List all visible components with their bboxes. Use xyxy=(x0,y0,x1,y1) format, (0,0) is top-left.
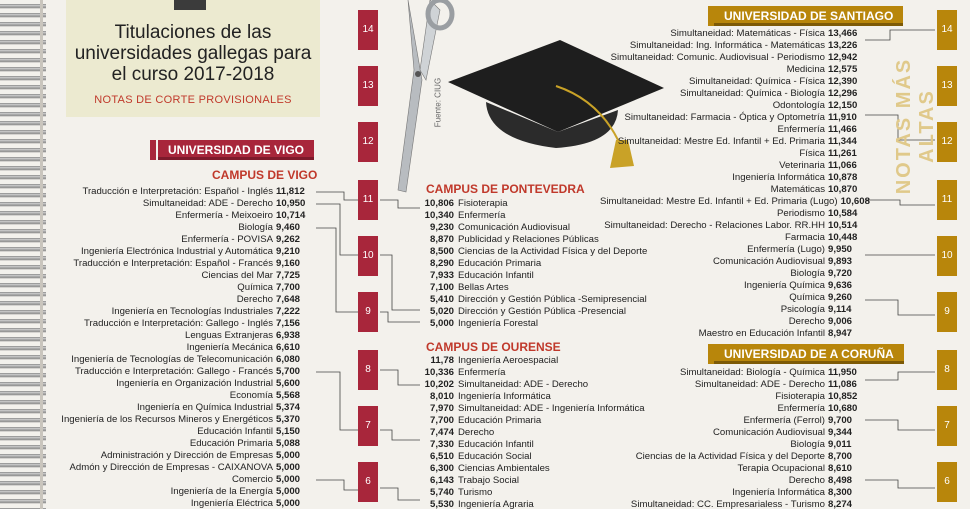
list-item xyxy=(600,88,868,100)
santiago-section-bar: UNIVERSIDAD DE SANTIAGO xyxy=(714,6,903,26)
course-name: Ingeniería de Tecnologías de Telecomunicación xyxy=(71,354,273,365)
course-name: Admón y Dirección de Empresas - CAIXANOVA xyxy=(69,462,273,473)
list-item xyxy=(600,439,868,451)
course-name: Enfermería xyxy=(458,210,506,221)
course-name: Comunicación Audiovisual xyxy=(713,256,825,267)
santiago-list xyxy=(600,28,868,340)
course-name: Enfermería - POVISA xyxy=(181,234,273,245)
list-item xyxy=(54,258,316,270)
cutoff-score: 8,500 xyxy=(429,246,454,257)
course-name: Odontología xyxy=(772,100,825,111)
cutoff-score: 9,700 xyxy=(828,415,853,426)
scale-cell: 14 xyxy=(937,10,957,50)
course-name: Veterinaria xyxy=(779,160,825,171)
cutoff-score: 5,568 xyxy=(276,390,301,401)
scale-cell: 10 xyxy=(358,236,378,276)
list-item xyxy=(600,379,868,391)
cutoff-score: 8,300 xyxy=(828,487,853,498)
cutoff-score: 5,150 xyxy=(276,426,301,437)
course-name: Ingeniería Aeroespacial xyxy=(458,355,559,366)
course-name: Educación Primaria xyxy=(189,438,273,449)
list-item xyxy=(54,366,316,378)
cutoff-score: 5,000 xyxy=(276,474,301,485)
scale-cell: 7 xyxy=(937,406,957,446)
scale-cell: 7 xyxy=(358,406,378,446)
ourense-campus-heading: CAMPUS DE OURENSE xyxy=(426,340,561,354)
cutoff-score: 10,514 xyxy=(828,220,858,231)
list-item xyxy=(54,354,316,366)
cutoff-score: 7,700 xyxy=(276,282,301,293)
course-name: Simultaneidad: Derecho - Relaciones Labor. RR.HH xyxy=(604,220,825,231)
course-name: Enfermería xyxy=(777,403,825,414)
course-name: Ingeniería en Organización Industrial xyxy=(116,378,273,389)
course-name: Psicología xyxy=(780,304,825,315)
list-item xyxy=(54,378,316,390)
list-item xyxy=(600,64,868,76)
cutoff-score: 10,608 xyxy=(840,196,870,207)
cutoff-score: 8,610 xyxy=(828,463,853,474)
course-name: Traducción e Interpretación: Gallego - Inglés xyxy=(84,318,273,329)
list-item xyxy=(54,294,316,306)
course-name: Educación Social xyxy=(458,451,532,462)
course-name: Física xyxy=(799,148,825,159)
list-item xyxy=(600,52,868,64)
cutoff-score: 10,336 xyxy=(424,367,454,378)
course-name: Simultaneidad: ADE - Derecho xyxy=(142,198,273,209)
course-name: Traducción e Interpretación: Español - Inglés xyxy=(82,186,273,197)
cutoff-score: 9,160 xyxy=(276,258,301,269)
course-name: Simultaneidad: ADE - Derecho xyxy=(694,379,825,390)
list-item xyxy=(54,318,316,330)
list-item xyxy=(600,76,868,88)
cutoff-score: 9,262 xyxy=(276,234,301,245)
course-name: Simultaneidad: Comunic. Audiovisual - Periodismo xyxy=(610,52,825,63)
list-item xyxy=(600,268,868,280)
course-name: Simultaneidad: Mestre Ed. Infantil + Ed. Primaria xyxy=(617,136,825,147)
course-name: Ingeniería Agraria xyxy=(458,499,534,509)
course-name: Simultaneidad: Farmacia - Óptica y Optometría xyxy=(624,112,825,123)
cutoff-score: 10,950 xyxy=(276,198,306,209)
list-item xyxy=(600,28,868,40)
page-title: Titulaciones de las universidades gallegas para el curso 2017-2018 xyxy=(74,22,312,85)
scale-cell: 12 xyxy=(937,122,957,162)
course-name: Biología xyxy=(238,222,273,233)
list-item xyxy=(54,234,316,246)
list-item xyxy=(54,342,316,354)
list-item xyxy=(54,390,316,402)
course-name: Ingeniería en Química Industrial xyxy=(137,402,273,413)
course-name: Ciencias Ambientales xyxy=(458,463,550,474)
cutoff-score: 5,088 xyxy=(276,438,301,449)
cutoff-score: 8,700 xyxy=(828,451,853,462)
cutoff-score: 9,460 xyxy=(276,222,301,233)
scissors-icon xyxy=(378,0,458,200)
cutoff-score: 5,600 xyxy=(276,378,301,389)
list-item xyxy=(54,210,316,222)
list-item xyxy=(600,220,868,232)
cutoff-score: 5,020 xyxy=(429,306,454,317)
course-name: Trabajo Social xyxy=(458,475,519,486)
cutoff-score: 5,000 xyxy=(276,486,301,497)
course-name: Ingeniería Química xyxy=(743,280,825,291)
list-item xyxy=(600,172,868,184)
cutoff-score: 5,410 xyxy=(429,294,454,305)
cutoff-score: 10,806 xyxy=(424,198,454,209)
cutoff-score: 10,852 xyxy=(828,391,858,402)
scale-cell: 8 xyxy=(358,350,378,390)
cutoff-score: 9,210 xyxy=(276,246,301,257)
course-name: Terapia Ocupacional xyxy=(737,463,825,474)
course-name: Medicina xyxy=(786,64,825,75)
list-item xyxy=(54,186,316,198)
course-name: Ingeniería en Tecnologías Industriales xyxy=(111,306,273,317)
course-name: Biología xyxy=(790,268,825,279)
course-name: Ingeniería Mecánica xyxy=(186,342,273,353)
course-name: Maestro en Educación Infantil xyxy=(698,328,825,339)
course-name: Derecho xyxy=(458,427,495,438)
scale-cell: 13 xyxy=(937,66,957,106)
course-name: Educación Primaria xyxy=(458,415,542,426)
course-name: Simultaneidad: Ing. Informática - Matemáticas xyxy=(629,40,825,51)
cutoff-score: 10,584 xyxy=(828,208,858,219)
course-name: Simultaneidad: Química - Biología xyxy=(679,88,825,99)
course-name: Derecho xyxy=(788,475,825,486)
cutoff-score: 10,340 xyxy=(424,210,454,221)
cutoff-score: 7,330 xyxy=(429,439,454,450)
course-name: Comercio xyxy=(231,474,273,485)
list-item xyxy=(600,415,868,427)
course-name: Simultaneidad: CC. Empresarialess - Turismo xyxy=(630,499,825,509)
cutoff-score: 10,680 xyxy=(828,403,858,414)
cutoff-score: 5,370 xyxy=(276,414,301,425)
course-name: Periodismo xyxy=(777,208,825,219)
course-name: Educación Infantil xyxy=(458,439,534,450)
cutoff-score: 5,374 xyxy=(276,402,301,413)
list-item xyxy=(600,463,868,475)
list-item xyxy=(54,198,316,210)
scale-cell: 9 xyxy=(937,292,957,332)
cutoff-score: 12,575 xyxy=(828,64,858,75)
cutoff-score: 11,78 xyxy=(430,355,454,366)
cutoff-score: 7,700 xyxy=(429,415,454,426)
list-item xyxy=(600,160,868,172)
coruna-list xyxy=(600,367,868,509)
cutoff-score: 10,202 xyxy=(424,379,454,390)
scale-cell: 11 xyxy=(358,180,378,220)
cutoff-score: 11,910 xyxy=(828,112,857,123)
course-name: Ingeniería Forestal xyxy=(458,318,538,329)
list-item xyxy=(600,124,868,136)
cutoff-score: 6,300 xyxy=(429,463,454,474)
list-item xyxy=(600,316,868,328)
cutoff-score: 12,390 xyxy=(828,76,858,87)
list-item xyxy=(600,451,868,463)
cutoff-score: 9,893 xyxy=(828,256,853,267)
course-name: Bellas Artes xyxy=(458,282,509,293)
list-item xyxy=(54,438,316,450)
list-item xyxy=(410,355,660,367)
list-item xyxy=(600,232,868,244)
course-name: Derecho xyxy=(236,294,273,305)
cutoff-score: 9,260 xyxy=(828,292,853,303)
cutoff-score: 6,938 xyxy=(276,330,301,341)
list-item xyxy=(600,244,868,256)
course-name: Dirección y Gestión Pública -Presencial xyxy=(458,306,626,317)
vigo-campus-heading: CAMPUS DE VIGO xyxy=(212,168,318,182)
cutoff-score: 7,100 xyxy=(429,282,454,293)
cutoff-score: 9,114 xyxy=(828,304,852,315)
list-item xyxy=(600,427,868,439)
course-name: Traducción e Interpretación: Español - Francés xyxy=(73,258,273,269)
vigo-ribbon xyxy=(150,140,156,160)
list-item xyxy=(54,282,316,294)
list-item xyxy=(600,304,868,316)
course-name: Publicidad y Relaciones Públicas xyxy=(458,234,599,245)
list-item xyxy=(600,499,868,509)
list-item xyxy=(600,184,868,196)
cutoff-score: 11,466 xyxy=(828,124,857,135)
course-name: Lenguas Extranjeras xyxy=(185,330,273,341)
course-name: Educación Infantil xyxy=(458,270,534,281)
scale-cell: 6 xyxy=(937,462,957,502)
course-name: Traducción e Interpretación: Gallego - Francés xyxy=(74,366,273,377)
scale-cell: 14 xyxy=(358,10,378,50)
course-name: Simultaneidad: ADE - Derecho xyxy=(458,379,589,390)
cutoff-score: 8,274 xyxy=(828,499,853,509)
cutoff-score: 9,636 xyxy=(828,280,853,291)
course-name: Dirección y Gestión Pública -Semipresencial xyxy=(458,294,647,305)
vigo-list xyxy=(54,186,316,509)
cutoff-score: 5,740 xyxy=(429,487,454,498)
list-item xyxy=(600,280,868,292)
cutoff-score: 5,000 xyxy=(276,462,301,473)
cutoff-score: 13,466 xyxy=(828,28,858,39)
course-name: Química xyxy=(789,292,825,303)
cutoff-score: 7,222 xyxy=(276,306,301,317)
cutoff-score: 11,344 xyxy=(828,136,857,147)
scale-cell: 6 xyxy=(358,462,378,502)
list-item xyxy=(54,486,316,498)
cutoff-score: 9,950 xyxy=(828,244,853,255)
list-item xyxy=(600,487,868,499)
cutoff-score: 13,226 xyxy=(828,40,858,51)
course-name: Ingeniería de los Recursos Mineros y Energéticos xyxy=(61,414,273,425)
course-name: Ingeniería Electrónica Industrial y Automática xyxy=(81,246,273,257)
list-item xyxy=(600,112,868,124)
course-name: Derecho xyxy=(788,316,825,327)
cutoff-score: 5,000 xyxy=(276,450,301,461)
list-item xyxy=(600,475,868,487)
course-name: Biología xyxy=(790,439,825,450)
list-item xyxy=(600,148,868,160)
course-name: Simultaneidad: ADE - Ingeniería Informática xyxy=(458,403,645,414)
list-item xyxy=(600,256,868,268)
list-item xyxy=(600,292,868,304)
cutoff-score: 6,080 xyxy=(276,354,301,365)
course-name: Ingeniería de la Energía xyxy=(170,486,273,497)
course-name: Educación Infantil xyxy=(197,426,273,437)
course-name: Fisioterapia xyxy=(458,198,508,209)
course-name: Ciencias de la Actividad Física y del Deporte xyxy=(635,451,825,462)
scale-cell: 11 xyxy=(937,180,957,220)
right-score-scale xyxy=(937,0,957,509)
list-item xyxy=(54,450,316,462)
list-item xyxy=(600,403,868,415)
cutoff-score: 5,700 xyxy=(276,366,301,377)
course-name: Turismo xyxy=(458,487,493,498)
scale-cell: 12 xyxy=(358,122,378,162)
cutoff-score: 11,086 xyxy=(828,379,857,390)
course-name: Comunicación Audiovisual xyxy=(713,427,825,438)
list-item xyxy=(54,426,316,438)
cutoff-score: 6,610 xyxy=(276,342,301,353)
left-score-scale xyxy=(358,0,378,509)
cutoff-score: 9,011 xyxy=(828,439,852,450)
course-name: Simultaneidad: Matemáticas - Física xyxy=(670,28,825,39)
cutoff-score: 7,725 xyxy=(276,270,301,281)
coruna-section-bar: UNIVERSIDAD DE A CORUÑA xyxy=(714,344,904,364)
cutoff-score: 11,812 xyxy=(276,186,305,197)
cutoff-score: 10,870 xyxy=(828,184,858,195)
course-name: Enfermería (Lugo) xyxy=(747,244,825,255)
scale-cell: 10 xyxy=(937,236,957,276)
cutoff-score: 7,933 xyxy=(429,270,454,281)
cutoff-score: 12,942 xyxy=(828,52,858,63)
course-name: Enfermería (Ferrol) xyxy=(743,415,825,426)
course-name: Ingeniería Informática xyxy=(732,487,825,498)
scale-cell: 9 xyxy=(358,292,378,332)
course-name: Química xyxy=(237,282,273,293)
cutoff-score: 5,000 xyxy=(429,318,454,329)
list-item xyxy=(600,100,868,112)
cutoff-score: 9,720 xyxy=(828,268,853,279)
course-name: Enfermería - Meixoeiro xyxy=(175,210,273,221)
scale-cell: 13 xyxy=(358,66,378,106)
list-item xyxy=(54,306,316,318)
cutoff-score: 7,156 xyxy=(276,318,301,329)
course-name: Simultaneidad: Biología - Química xyxy=(679,367,825,378)
scale-cell: 8 xyxy=(937,350,957,390)
cutoff-score: 12,296 xyxy=(828,88,858,99)
page-subtitle: NOTAS DE CORTE PROVISIONALES xyxy=(94,94,292,106)
list-item xyxy=(600,136,868,148)
list-item xyxy=(54,330,316,342)
course-name: Enfermería xyxy=(777,124,825,135)
cutoff-score: 5,530 xyxy=(429,499,454,509)
cutoff-score: 6,510 xyxy=(429,451,454,462)
cutoff-score: 9,006 xyxy=(828,316,853,327)
list-item xyxy=(54,402,316,414)
cutoff-score: 6,143 xyxy=(429,475,454,486)
course-name: Farmacia xyxy=(785,232,825,243)
course-name: Ingeniería Informática xyxy=(458,391,551,402)
course-name: Educación Primaria xyxy=(458,258,542,269)
cutoff-score: 9,230 xyxy=(429,222,454,233)
list-item xyxy=(54,246,316,258)
course-name: Comunicación Audiovisual xyxy=(458,222,570,233)
cutoff-score: 8,010 xyxy=(429,391,454,402)
course-name: Ciencias de la Actividad Física y del Deporte xyxy=(458,246,648,257)
cutoff-score: 11,261 xyxy=(828,148,857,159)
cutoff-score: 8,290 xyxy=(429,258,454,269)
side-label: NOTAS MÁS ALTAS xyxy=(893,57,938,195)
course-name: Administración y Dirección de Empresas xyxy=(100,450,273,461)
list-item xyxy=(54,414,316,426)
course-name: Matemáticas xyxy=(770,184,825,195)
source-credit: Fuente: CIUG xyxy=(433,77,443,128)
course-name: Ingeniería Informática xyxy=(732,172,825,183)
cutoff-score: 9,344 xyxy=(828,427,853,438)
list-item xyxy=(600,367,868,379)
course-name: Ingeniería Eléctrica xyxy=(190,498,273,509)
cutoff-score: 10,878 xyxy=(828,172,858,183)
cutoff-score: 5,000 xyxy=(276,498,301,509)
vigo-section-bar: UNIVERSIDAD DE VIGO xyxy=(158,140,314,160)
cutoff-score: 8,498 xyxy=(828,475,853,486)
pontevedra-campus-heading: CAMPUS DE PONTEVEDRA xyxy=(426,182,585,196)
course-name: Ciencias del Mar xyxy=(201,270,273,281)
cutoff-score: 8,870 xyxy=(429,234,454,245)
cutoff-score: 7,648 xyxy=(276,294,301,305)
cutoff-score: 12,150 xyxy=(828,100,858,111)
list-item xyxy=(600,391,868,403)
course-name: Enfermería xyxy=(458,367,506,378)
cutoff-score: 10,714 xyxy=(276,210,306,221)
cutoff-score: 7,474 xyxy=(429,427,454,438)
list-item xyxy=(600,208,868,220)
course-name: Simultaneidad: Mestre Ed. Infantil + Ed. Primaria (Lugo) xyxy=(600,196,838,207)
course-name: Simultaneidad: Química - Física xyxy=(689,76,825,87)
cutoff-score: 11,950 xyxy=(828,367,857,378)
list-item xyxy=(54,222,316,234)
list-item xyxy=(54,462,316,474)
cutoff-score: 7,970 xyxy=(429,403,454,414)
list-item xyxy=(54,474,316,486)
cutoff-score: 11,066 xyxy=(828,160,857,171)
list-item xyxy=(600,40,868,52)
list-item xyxy=(54,270,316,282)
list-item xyxy=(600,328,868,340)
cutoff-score: 10,448 xyxy=(828,232,858,243)
list-item xyxy=(600,196,868,208)
cutoff-score: 8,947 xyxy=(828,328,853,339)
course-name: Economía xyxy=(229,390,273,401)
list-item xyxy=(54,498,316,509)
course-name: Fisioterapia xyxy=(775,391,825,402)
